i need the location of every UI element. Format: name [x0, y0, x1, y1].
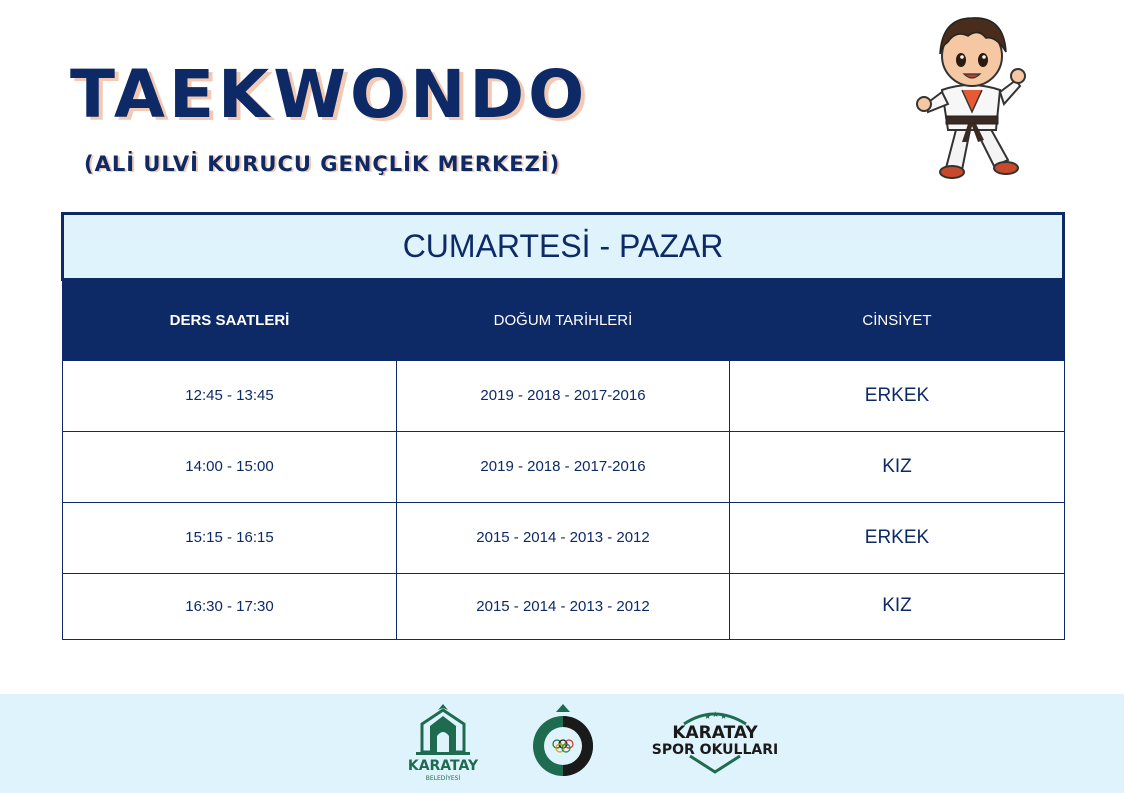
cell-birth-years: 2019 - 2018 - 2017-2016 [397, 360, 730, 431]
cell-gender: ERKEK [730, 360, 1065, 431]
page-subtitle: (ALİ ULVİ KURUCU GENÇLİK MERKEZİ) [84, 152, 561, 176]
cell-gender: KIZ [730, 573, 1065, 639]
table-row [63, 360, 1065, 431]
logo-wordmark: KARATAY [672, 723, 758, 743]
cell-gender: KIZ [730, 431, 1065, 502]
footer-bar [0, 694, 1124, 793]
cell-time: 14:00 - 15:00 [63, 431, 397, 502]
cell-time: 12:45 - 13:45 [63, 360, 397, 431]
cell-time: 15:15 - 16:15 [63, 502, 397, 573]
karatay-belediyespor-logo [530, 702, 596, 784]
logo-subtext: SPOR OKULLARI [651, 742, 779, 758]
karatay-belediyesi-logo [404, 702, 482, 784]
svg-text:★: ★ [720, 712, 728, 721]
cell-birth-years: 2019 - 2018 - 2017-2016 [397, 431, 730, 502]
column-header-gender: CİNSİYET [730, 281, 1065, 360]
schedule-table [62, 281, 1065, 640]
table-row [63, 502, 1065, 573]
table-header-row [63, 281, 1065, 360]
cell-time: 16:30 - 17:30 [63, 573, 397, 639]
page-title: TAEKWONDO [70, 56, 589, 133]
svg-text:★: ★ [712, 710, 720, 719]
taekwondo-kid-mascot-icon [912, 8, 1032, 184]
schedule-day-header: CUMARTESİ - PAZAR [61, 212, 1065, 281]
karatay-spor-okullari-logo [644, 706, 786, 774]
table-row [63, 573, 1065, 639]
column-header-birth-years: DOĞUM TARİHLERİ [397, 281, 730, 360]
cell-gender: ERKEK [730, 502, 1065, 573]
cell-birth-years: 2015 - 2014 - 2013 - 2012 [397, 502, 730, 573]
table-row [63, 431, 1065, 502]
svg-text:★: ★ [704, 712, 712, 721]
logo-wordmark: KARATAY [407, 758, 479, 774]
logo-subtext: BELEDİYESİ [425, 775, 461, 782]
cell-birth-years: 2015 - 2014 - 2013 - 2012 [397, 573, 730, 639]
column-header-lesson-hours: DERS SAATLERİ [63, 281, 397, 360]
